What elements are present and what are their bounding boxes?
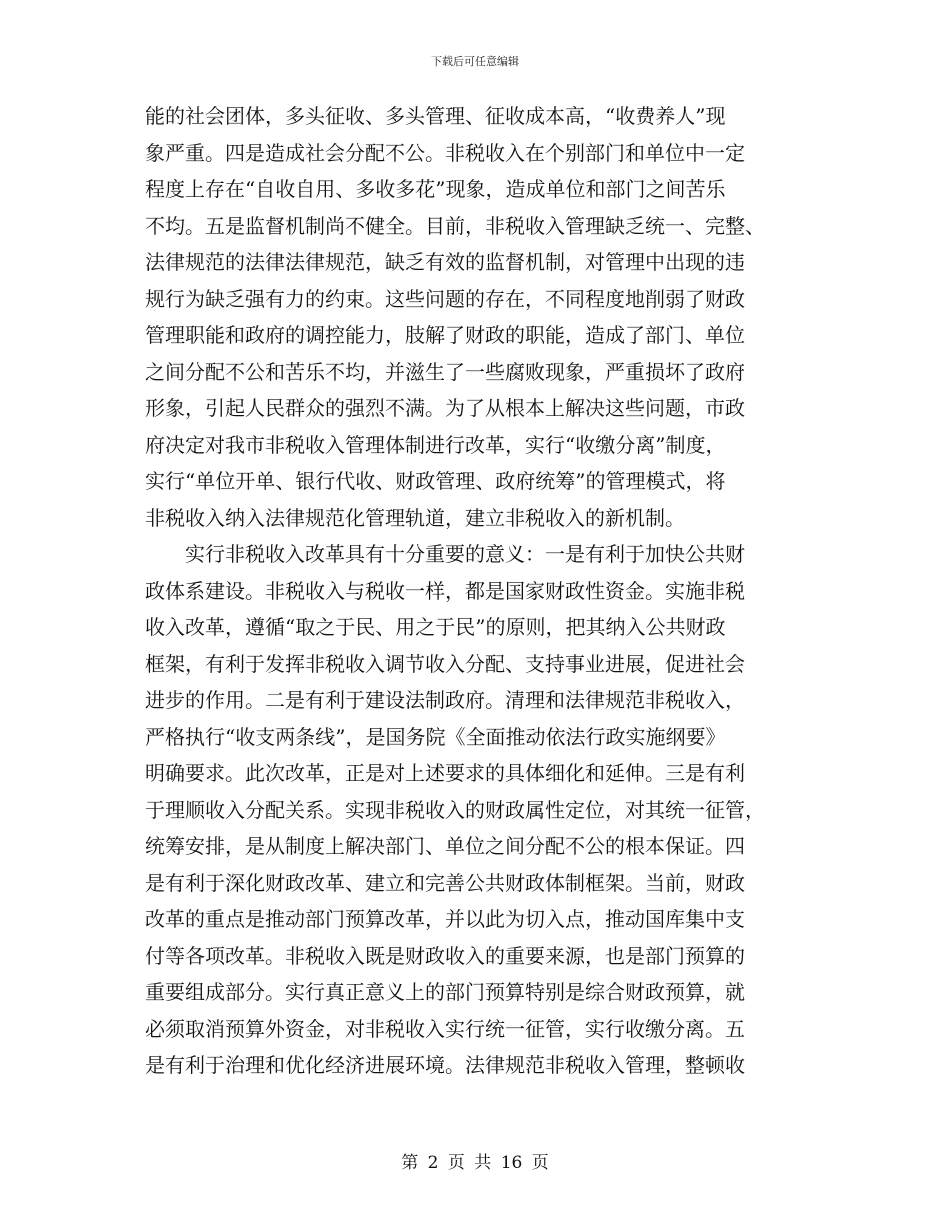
- text-line: 实行非税收入改革具有十分重要的意义：一是有利于加快公共财: [145, 542, 745, 566]
- page-footer: 第 2 页 共 16 页: [401, 1153, 549, 1173]
- text-line: 进步的作用。二是有利于建设法制政府。清理和法律规范非税收入，: [145, 688, 745, 712]
- text-line: 形象，引起人民群众的强烈不满。为了从根本上解决这些问题，市政: [145, 396, 745, 420]
- text-line: 收入改革，遵循“取之于民、用之于民”的原则，把其纳入公共财政: [145, 615, 726, 639]
- text-line: 规行为缺乏强有力的约束。这些问题的存在，不同程度地削弱了财政: [145, 286, 745, 311]
- text-line: 统筹安排，是从制度上解决部门、单位之间分配不公的根本保证。四: [145, 834, 745, 858]
- text-line: 于理顺收入分配关系。实现非税收入的财政属性定位，对其统一征管，: [145, 797, 765, 822]
- text-line: 之间分配不公和苦乐不均，并滋生了一些腐败现象，严重损坏了政府: [145, 359, 745, 384]
- text-line: 非税收入纳入法律规范化管理轨道，建立非税收入的新机制。: [145, 505, 685, 530]
- text-line: 管理职能和政府的调控能力，肢解了财政的职能，造成了部门、单位: [145, 323, 745, 347]
- text-line: 改革的重点是推动部门预算改革，并以此为切入点，推动国库集中支: [145, 907, 745, 931]
- page-header: 下载后可任意编辑: [431, 55, 519, 68]
- text-line: 象严重。四是造成社会分配不公。非税收入在个别部门和单位中一定: [145, 140, 745, 165]
- document-body: [145, 98, 800, 1084]
- text-line: 程度上存在“自收自用、多收多花”现象，造成单位和部门之间苦乐: [145, 177, 726, 201]
- text-line: 法律规范的法律法律规范，缺乏有效的监督机制，对管理中出现的违: [145, 250, 745, 274]
- text-line: 重要组成部分。实行真正意义上的部门预算特别是综合财政预算，就: [145, 980, 745, 1004]
- text-line: 实行“单位开单、银行代收、财政管理、政府统筹”的管理模式，将: [145, 469, 726, 493]
- text-line: 框架，有利于发挥非税收入调节收入分配、支持事业进展，促进社会: [145, 651, 745, 676]
- text-line: 是有利于深化财政改革、建立和完善公共财政体制框架。当前，财政: [145, 870, 745, 895]
- text-line: 不均。五是监督机制尚不健全。目前，非税收入管理缺乏统一、完整、: [145, 213, 765, 238]
- text-line: 府决定对我市非税收入管理体制进行改革，实行“收缴分离”制度，: [145, 432, 726, 457]
- text-line: 是有利于治理和优化经济进展环境。法律规范非税收入管理，整顿收: [145, 1053, 745, 1077]
- text-line: 政体系建设。非税收入与税收一样，都是国家财政性资金。实施非税: [145, 578, 745, 603]
- text-line: 付等各项改革。非税收入既是财政收入的重要来源，也是部门预算的: [145, 943, 745, 968]
- text-line: 必须取消预算外资金，对非税收入实行统一征管，实行收缴分离。五: [145, 1016, 745, 1041]
- text-line: 明确要求。此次改革，正是对上述要求的具体细化和延伸。三是有利: [145, 761, 745, 785]
- text-line: 能的社会团体，多头征收、多头管理、征收成本高，“收费养人”现: [145, 104, 726, 128]
- text-line: 严格执行“收支两条线”，是国务院《全面推动依法行政实施纲要》: [145, 724, 726, 749]
